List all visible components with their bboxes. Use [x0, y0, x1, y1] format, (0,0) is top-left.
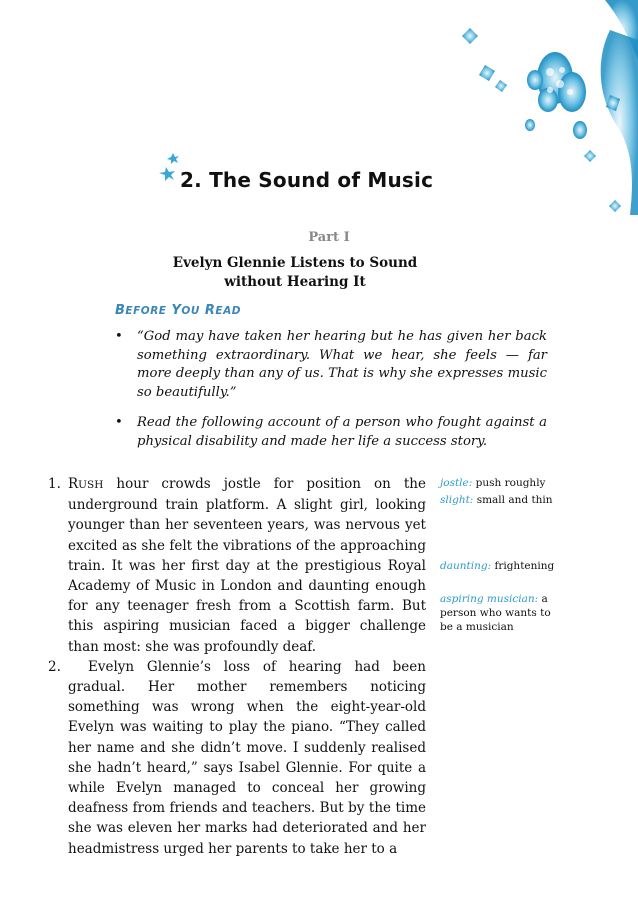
story-body: [48, 474, 426, 859]
chapter-title: 2. The Sound of Music: [180, 168, 434, 192]
paragraph-text: Evelyn Glennie’s loss of hearing had been gradual. Her mother remembers noticing something was wrong when the eight-year-old Evelyn was waiting to play the piano. “They called her name and she didn’t move. I suddenly realised she hadn’t heard,” says Isabel Glennie. For quite a while Evelyn managed to conceal her growing deafness from friends and teachers. But by the time she was eleven her marks had deteriorated and her headmistress urged her parents to take her to a: [68, 658, 426, 857]
bullet-item: • “God may have taken her hearing but he has given her back something extraordinary. What we hear, she feels — far more deeply than any of us. That is why she expresses music so beautifully.”: [115, 328, 547, 402]
paragraph-number: 1.: [48, 476, 61, 492]
before-you-read-list: [115, 328, 547, 463]
paragraph-text: hour crowds jostle for position on the underground train platform. A slight girl, looking younger than her seventeen years, was nervous yet excited as she felt the vibrations of the approaching train. It was her first day at the prestigious Royal Academy of Music in London and daunting enough for any teenager fresh from a Scottish farm. But this aspiring musician faced a bigger challenge than most: she was profoundly deaf.: [68, 476, 426, 655]
paragraph-1: [48, 474, 426, 657]
title-flower-icon: [156, 153, 182, 185]
part-label: Part I: [308, 230, 350, 245]
chapter-subtitle: [150, 254, 440, 292]
paragraph-number: 2.: [48, 658, 61, 675]
bullet-item: • Read the following account of a person who fought against a physical disability and made her life a success story.: [115, 414, 547, 451]
subtitle-line-1: Evelyn Glennie Listens to Sound: [172, 255, 418, 271]
glossary-item: daunting: frightening: [440, 560, 555, 572]
glossary-item: aspiring musician: a person who wants to be a musician: [440, 593, 551, 633]
before-you-read-heading: BEFORE YOU READ: [115, 303, 241, 318]
subtitle-line-2: without Hearing It: [224, 274, 366, 290]
glossary-item: jostle: push roughly: [440, 477, 546, 489]
decorative-flower-corner: [430, 0, 638, 225]
paragraph-2: [48, 657, 426, 859]
glossary-item: slight: small and thin: [440, 494, 553, 506]
drop-cap: RUSH: [68, 476, 104, 492]
